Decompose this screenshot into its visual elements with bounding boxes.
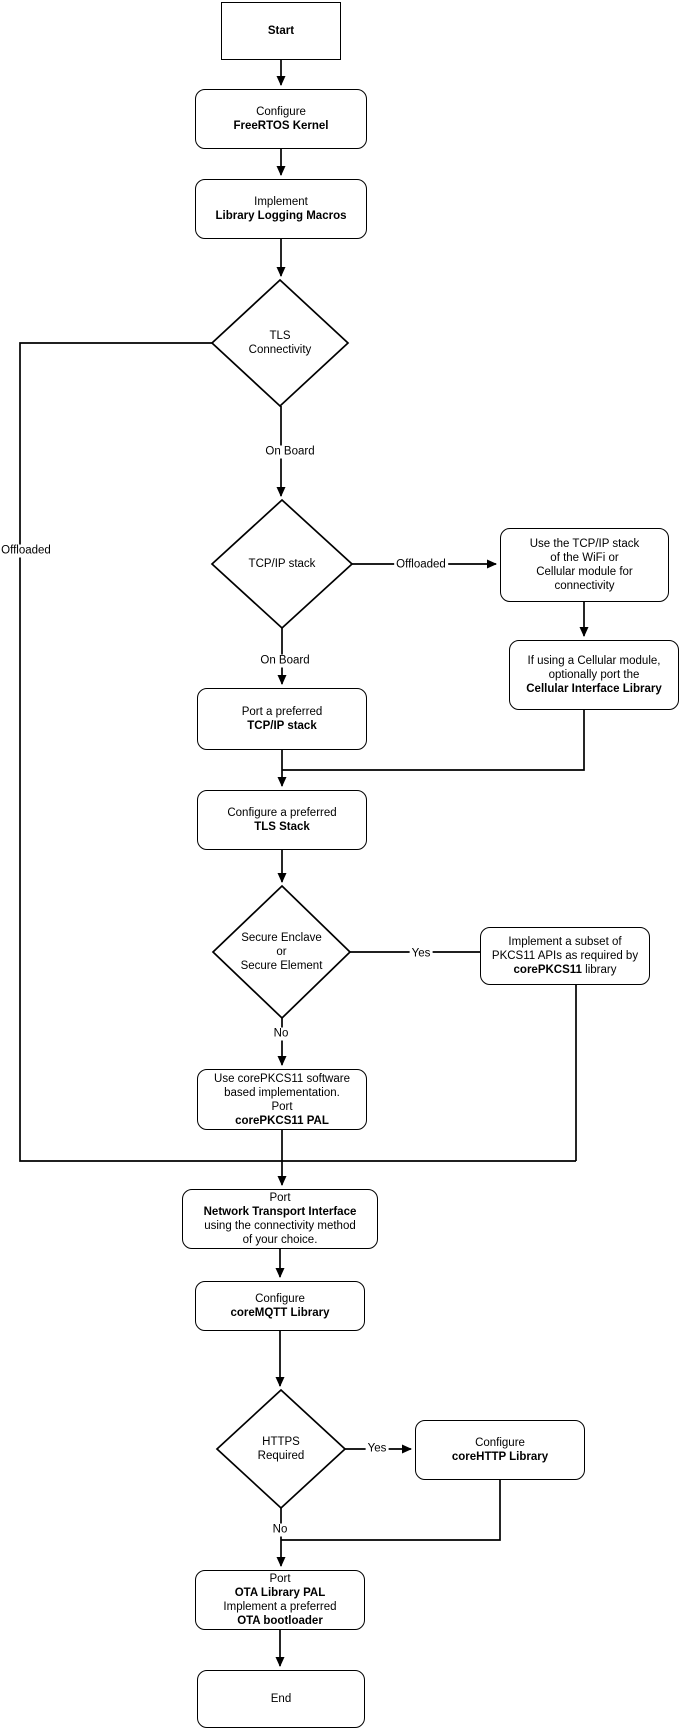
node-port-tcpip-stack: Port a preferred TCP/IP stack	[197, 688, 367, 750]
node-ota-library-pal: Port OTA Library PAL Implement a preferred OTA bootloader	[195, 1570, 365, 1630]
node-configure-tls-stack: Configure a preferred TLS Stack	[197, 790, 367, 850]
node-configure-coremqtt: Configure coreMQTT Library	[195, 1281, 365, 1331]
edge-label-on-board-tls: On Board	[265, 445, 315, 458]
decision-https-required: HTTPS Required	[257, 1436, 305, 1462]
node-use-offloaded-tcpip-stack: Use the TCP/IP stack of the WiFi or Cellular module for connectivity	[500, 528, 669, 602]
node-end: End	[197, 1670, 365, 1728]
edge-label-yes-secure: Yes	[411, 947, 431, 960]
edge-label-offloaded-tcpip: Offloaded	[396, 558, 446, 571]
node-library-logging-macros: Implement Library Logging Macros	[195, 179, 367, 239]
edge-label-no-https: No	[272, 1523, 288, 1536]
edge-label-yes-https: Yes	[367, 1442, 387, 1455]
decision-tcpip-stack: TCP/IP stack	[248, 558, 316, 570]
node-configure-freertos-kernel: Configure FreeRTOS Kernel	[195, 89, 367, 149]
node-configure-corehttp: Configure coreHTTP Library	[415, 1420, 585, 1480]
node-cellular-interface-library: If using a Cellular module, optionally port the Cellular Interface Library	[509, 640, 679, 710]
edge-label-no-secure: No	[273, 1027, 289, 1040]
decision-secure-enclave: Secure Enclave or Secure Element	[240, 932, 323, 972]
edge-label-on-board-tcpip: On Board	[260, 654, 310, 667]
node-start: Start	[221, 2, 341, 60]
edge-tls-offloaded-rail	[20, 343, 576, 1161]
node-pkcs11-subset: Implement a subset of PKCS11 APIs as required by corePKCS11 library	[480, 927, 650, 985]
decision-tls-connectivity: TLS Connectivity	[248, 330, 312, 356]
node-network-transport-interface: Port Network Transport Interface using the connectivity method of your choice.	[182, 1189, 378, 1249]
edge-label-offloaded-rail: Offloaded	[1, 544, 51, 557]
node-corepkcs11-pal: Use corePKCS11 software based implementation. Port corePKCS11 PAL	[197, 1069, 367, 1130]
